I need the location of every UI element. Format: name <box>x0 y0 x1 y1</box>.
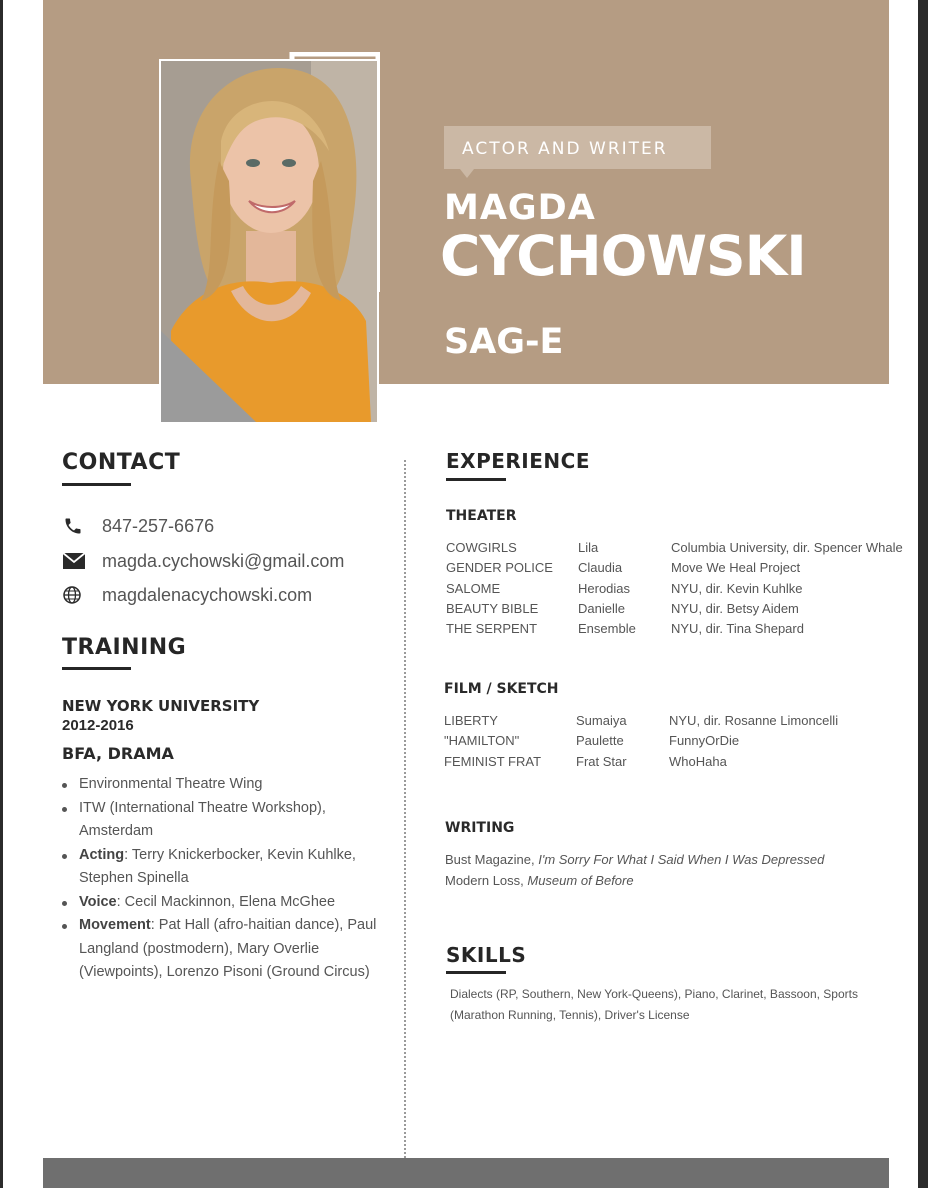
writing-item: Modern Loss, Museum of Before <box>445 873 634 888</box>
training-underline <box>62 667 131 670</box>
list-item: Acting: Terry Knickerbocker, Kevin Kuhlke, Stephen Spinella <box>62 844 382 891</box>
tagline: ACTOR AND WRITER <box>462 139 668 159</box>
experience-underline <box>446 478 506 481</box>
email-icon <box>62 550 88 572</box>
theater-heading: THEATER <box>446 508 517 524</box>
column-divider <box>404 460 406 1158</box>
last-name: CYCHOWSKI <box>440 224 806 288</box>
training-list <box>62 773 382 985</box>
globe-icon <box>62 584 88 606</box>
degree: BFA, DRAMA <box>62 744 174 763</box>
list-item: Environmental Theatre Wing <box>62 773 382 797</box>
email-address[interactable]: magda.cychowski@gmail.com <box>102 550 345 571</box>
contact-website <box>62 583 312 607</box>
footer-band <box>43 1158 889 1188</box>
school-years: 2012-2016 <box>62 717 134 734</box>
contact-email <box>62 549 344 573</box>
page-edge-right <box>918 0 928 1188</box>
list-item: Movement: Pat Hall (afro-haitian dance), Paul Langland (postmodern), Mary Overlie (Viewpoints), Lorenzo Pisoni (Ground Circus) <box>62 914 382 985</box>
phone-icon <box>62 515 88 537</box>
skills-heading: SKILLS <box>446 943 527 967</box>
website-url[interactable]: magdalenacychowski.com <box>102 584 313 605</box>
writing-item: Bust Magazine, I'm Sorry For What I Said When I Was Depressed <box>445 852 825 867</box>
writing-heading: WRITING <box>445 820 515 836</box>
list-item: Voice: Cecil Mackinnon, Elena McGhee <box>62 891 382 915</box>
contact-underline <box>62 483 131 486</box>
first-name: MAGDA <box>444 188 596 228</box>
training-heading: TRAINING <box>62 635 187 660</box>
portrait-illustration <box>161 61 377 422</box>
page-edge-left <box>0 0 3 1188</box>
union-status: SAG-E <box>444 322 564 362</box>
list-item: ITW (International Theatre Workshop), Amsterdam <box>62 797 382 844</box>
skills-underline <box>446 971 506 974</box>
experience-heading: EXPERIENCE <box>446 449 590 473</box>
skills-text: Dialects (RP, Southern, New York-Queens), Piano, Clarinet, Bassoon, Sports (Marathon Running, Tennis), Driver's License <box>450 987 858 1022</box>
phone-number: 847-257-6676 <box>102 515 215 536</box>
contact-heading: CONTACT <box>62 450 181 475</box>
tagline-box <box>444 126 711 169</box>
profile-photo <box>159 59 379 424</box>
school-name: NEW YORK UNIVERSITY <box>62 697 260 715</box>
film-heading: FILM / SKETCH <box>444 681 559 697</box>
contact-phone <box>62 514 214 538</box>
